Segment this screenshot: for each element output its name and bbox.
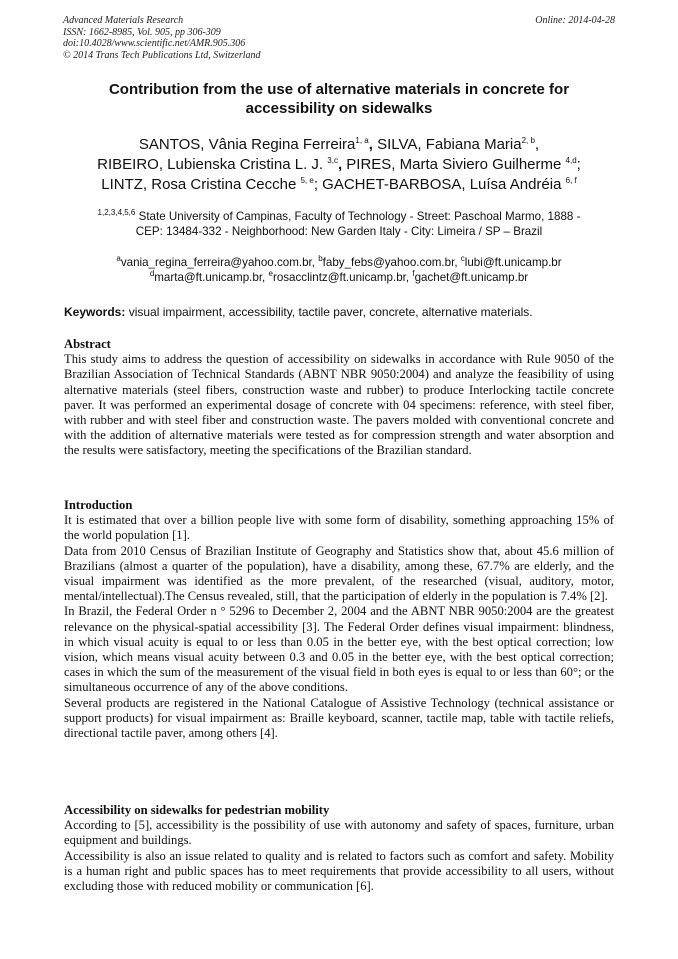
- email-sup: d: [149, 269, 155, 279]
- keywords-text: visual impairment, accessibility, tactile paver, concrete, alternative materials.: [128, 305, 533, 319]
- paragraph: Several products are registered in the National Catalogue of Assistive Technology (technical assistance or support products) for visual impairment as: Braille keyboard, scanner, tactile map, table with tactile reliefs, directional tactile paver, among others [4].: [64, 695, 614, 741]
- email-sup: e: [268, 269, 273, 279]
- paragraph: According to [5], accessibility is the possibility of use with autonomy and safety of spaces, furniture, urban equipment and buildings.: [64, 818, 614, 848]
- author-name: GACHET-BARBOSA, Luísa Andréia: [322, 176, 562, 193]
- paper-title: Contribution from the use of alternative materials in concrete for accessibility on sidewalks: [108, 81, 570, 117]
- email-sup: a: [116, 254, 121, 264]
- journal-name: Advanced Materials Research: [63, 15, 184, 26]
- author-name: SILVA, Fabiana Maria: [377, 136, 522, 153]
- accessibility-section: [64, 803, 614, 894]
- author-name: PIRES, Marta Siviero Guilherme: [346, 156, 562, 173]
- email-sup: c: [460, 254, 465, 264]
- author-list: SANTOS, Vânia Regina Ferreira$^{1, a}$, SILVA, Fabiana Maria$^{2, b}$, RIBEIRO, Lubienska Cristina L. J. $^{3,c}$, PIRES, Marta Siviero Guilherme $^{4,d}$; LINTZ, Rosa Cristina Cecche $^{5, e}$; GACHET-BARBOSA, Luísa Andréia $^{6, f}$: [97, 136, 581, 193]
- affiliation-line: State University of Campinas, Faculty of Technology - Street: Paschoal Marmo, 1888 -: [138, 210, 581, 223]
- email-list: $^a$vania_regina_ferreira@yahoo.com.br, $^b$faby_febs@yahoo.com.br, $^c$lubi@ft.unicamp.br $^d$marta@ft.unicamp.br, $^e$rosacclintz@ft.unicamp.br, $^f$gachet@ft.unicamp.br: [116, 254, 562, 284]
- introduction-heading: Introduction: [64, 498, 133, 512]
- doi-line: doi:10.4028/www.scientific.net/AMR.905.306: [63, 38, 246, 49]
- keywords: [64, 305, 614, 320]
- email-link[interactable]: gachet@ft.unicamp.br: [414, 271, 529, 284]
- email-link[interactable]: lubi@ft.unicamp.br: [464, 256, 562, 269]
- author-name: LINTZ, Rosa Cristina Cecche: [101, 176, 297, 193]
- author-sup: 4,d: [565, 156, 577, 165]
- abstract-text: This study aims to address the question of accessibility on sidewalks in accordance with Rule 9050 of the Brazilian Association of Technical Standards (ABNT NBR 9050:2004) and analyze the feasibility of using alternative materials (steel fibers, construction waste and rubber) to produce Interlocking tactile concrete paver. It was performed an experimental dosage of concrete with 04 specimens: reference, with steel fiber, with rubber and with steel fiber and construction waste. The pavers molded with conventional concrete and with the addition of alternative materials were tested as for compression strength and water absorption and the results were satisfactory, meeting the specifications of the Brazilian standard.: [64, 352, 614, 458]
- author-name: RIBEIRO, Lubienska Cristina L. J.: [97, 156, 324, 173]
- paragraph: Data from 2010 Census of Brazilian Institute of Geography and Statistics show that, about 45.6 million of Brazilians (almost a quarter of the population), have a disability, among these, 67.7% are elderly, and the visual impairment was identified as the more prevalent, of the researched (visual, auditory, motor, mental/intellectual).The Census revealed, still, that the participation of elderly in the population is 7.4% [2].: [64, 543, 614, 604]
- keywords-label: Keywords:: [64, 305, 126, 319]
- author-sup: 2, b: [521, 136, 535, 145]
- paragraph: It is estimated that over a billion people live with some form of disability, something approaching 15% of the world population [1].: [64, 513, 614, 543]
- email-sup: f: [412, 269, 415, 279]
- author-sup: 3,c: [327, 156, 338, 165]
- email-sup: b: [318, 254, 323, 264]
- affiliation-sup: 1,2,3,4,5,6: [97, 208, 136, 218]
- journal-header: [63, 15, 615, 61]
- abstract-section: [64, 337, 614, 459]
- author-name: SANTOS, Vânia Regina Ferreira: [138, 136, 356, 153]
- author-sup: 5, e: [300, 176, 314, 185]
- author-sup: 6, f: [565, 176, 577, 185]
- email-link[interactable]: vania_regina_ferreira@yahoo.com.br: [120, 256, 312, 269]
- email-link[interactable]: marta@ft.unicamp.br: [154, 271, 263, 284]
- affiliation-line: CEP: 13484-332 - Neighborhood: New Garden Italy - City: Limeira / SP – Brazil: [135, 225, 543, 238]
- author-sup: 1, a: [355, 136, 369, 145]
- email-link[interactable]: faby_febs@yahoo.com.br: [322, 256, 455, 269]
- issn-line: ISSN: 1662-8985, Vol. 905, pp 306-309: [63, 26, 221, 38]
- copyright-line: © 2014 Trans Tech Publications Ltd, Switzerland: [63, 49, 261, 61]
- abstract-heading: Abstract: [64, 337, 111, 351]
- accessibility-heading: Accessibility on sidewalks for pedestrian mobility: [64, 803, 330, 817]
- email-link[interactable]: rosacclintz@ft.unicamp.br: [272, 271, 406, 284]
- online-date: Online: 2014-04-28: [535, 15, 615, 26]
- introduction-section: [64, 498, 614, 741]
- paragraph: In Brazil, the Federal Order n ° 5296 to December 2, 2004 and the ABNT NBR 9050:2004 are the greatest relevance on the physical-spatial accessibility [3]. The Federal Order defines visual impairment: blindness, in which visual acuity is equal to or less than 0.05 in the better eye, with the best optical correction; low vision, which means visual acuity between 0.3 and 0.05 in the better eye, with the best optical correction; cases in which the sum of the measurement of the visual field in both eyes is equal to or less than 60°; or the simultaneous occurrence of any of the above conditions.: [64, 604, 614, 695]
- affiliation: [64, 209, 614, 239]
- paragraph: Accessibility is also an issue related to quality and is related to factors such as comfort and safety. Mobility is a human right and public spaces has to meet requirements that provide accessibility to all users, without excluding those with reduced mobility or communication [6].: [64, 848, 614, 894]
